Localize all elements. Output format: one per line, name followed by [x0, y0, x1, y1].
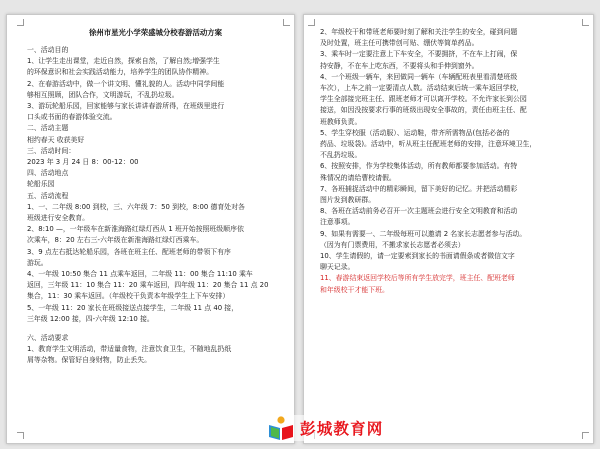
- corner-mark: [582, 19, 589, 26]
- text-line: 轮船乐园: [27, 180, 55, 189]
- text-line: 口头或书面的春游体验交流。: [27, 113, 117, 122]
- text-line: 三年级 12:00 接，四-六年级 12:10 接。: [27, 314, 154, 323]
- text-line: 7、各班捕捉活动中的精彩瞬间，留下美好的记忆。并把活动精彩: [320, 184, 518, 193]
- text-line: 注意事项。: [320, 218, 355, 227]
- corner-mark: [283, 19, 290, 26]
- text-line: 六、活动要求: [27, 334, 69, 343]
- text-line: 6、按照安排，作为学校集体活动，所有教师都要参加活动。有特: [320, 162, 518, 171]
- corner-mark: [308, 19, 315, 26]
- document-page-left: [6, 14, 295, 444]
- left-page-body: [27, 45, 284, 367]
- site-watermark: [264, 415, 387, 441]
- text-line: 学生全部接完班主任、跟班老师才可以离开学校。不允许家长到公园: [320, 95, 527, 104]
- corner-mark: [17, 19, 24, 26]
- book-logo-icon: [267, 415, 295, 441]
- text-line: 图片发到教研群。: [320, 196, 376, 205]
- text-line: 集合，11：30 乘车返回。（年级校干负责本年级学生上下车安排）: [27, 292, 230, 301]
- text-line: 2、年级校干和带班老师要时刻了解和关注学生的安全，碰到问题: [320, 28, 518, 36]
- text-line: 三、活动时间：: [27, 146, 76, 155]
- text-line: 3、乘车时一定要注意上下车安全，不要拥挤，不在车上打闹，保: [320, 50, 518, 59]
- document-page-right: [303, 14, 594, 444]
- text-line: 4、一个班级一辆车，来回做同一辆车（车辆配班表里看清楚班级: [320, 72, 518, 81]
- text-line: 游玩。: [27, 258, 48, 267]
- text-line: 殊情况的请给曹校请假。: [320, 173, 396, 182]
- text-line: 聊天记录。: [320, 263, 355, 272]
- text-line: 2、8:10 —，一年级车在新淮海路红绿灯西从 1 班开始按照班级顺序依: [27, 225, 244, 234]
- text-line: 车次），上车之前一定要清点人数。活动结束后统一乘车返回学校，: [320, 84, 524, 93]
- text-line: 够相互照顾，团队合作，文明游玩，不乱扔垃圾。: [27, 90, 179, 99]
- text-line: 的环保意识和社会实践活动能力，培养学生的团队协作精神。: [27, 68, 214, 77]
- text-line: 屑等杂物。保管好自身财物，防止丢失。: [27, 356, 152, 365]
- corner-mark: [582, 432, 589, 439]
- text-line: 不乱扔垃圾。: [320, 151, 362, 160]
- text-line: 班教师负责。: [320, 117, 362, 126]
- text-line: 药品、垃圾袋)。活动中，听从班主任配班老师的安排，注意环境卫生，: [320, 140, 537, 149]
- text-line: 及时处置，班主任可携带创可贴、绷伏等简单药品。: [320, 39, 479, 48]
- text-line: 次乘车，8：20 左右三-六年级在新淮海路红绿灯西乘车。: [27, 236, 204, 245]
- text-line: 1、让学生走出课堂，走近自然，探索自然，了解自然;增强学生: [27, 57, 220, 66]
- text-line: 班级进行安全教育。: [27, 214, 90, 223]
- text-line: 2023 年 3 月 24 日 8：00-12：00: [27, 158, 139, 167]
- text-line: 2、在春游活动中，做一个讲文明、懂礼貌的人。活动中同学间能: [27, 79, 225, 88]
- text-line: 11、春游结束返回学校后等所有学生放完学，班主任、配班老师: [320, 274, 515, 283]
- text-line: 一、活动目的: [27, 46, 69, 54]
- right-page-body: [320, 27, 583, 296]
- text-line: 8、各班在活动前务必召开一次主题班会进行安全文明教育和活动: [320, 207, 518, 216]
- text-line: 10、学生请假的，请一定要索到家长的书面请假条或者微信文字: [320, 252, 515, 261]
- text-line: 五、活动流程: [27, 191, 69, 200]
- text-line: 3、游玩轮船乐园，回家能够与家长讲讲春游所得，在班级里进行: [27, 102, 225, 111]
- text-line: 相约春天 收获美好: [27, 135, 85, 144]
- text-line: 5、一年级 11：20 家长在班级接送点接学生，二年级 11 点 40 接，: [27, 303, 239, 312]
- text-line: 1、一、二年级 8:00 到校，三、六年级 7：50 到校，8:00 德育处对各: [27, 202, 245, 211]
- paragraph-gap: [27, 325, 284, 333]
- text-line: 5、学生穿校服（活动服）、运动鞋，带齐所需物品(包括必备的: [320, 128, 510, 137]
- document-title: 徐州市星光小学荣盛城分校春游活动方案: [88, 28, 223, 37]
- text-line: 和年级校干才能下班。: [320, 285, 389, 294]
- corner-mark: [17, 432, 24, 439]
- watermark-text: 彭城教育网: [300, 420, 384, 438]
- text-line: 9、如果有需要一、二年级每班可以邀请 2 名家长志愿者参与活动。: [320, 229, 527, 238]
- text-line: 返回，三年级 11：10 集合 11：20 乘车返回，四年级 11：20 集合 11 点 20: [27, 281, 269, 290]
- text-line: 二、活动主题: [27, 124, 69, 133]
- text-line: 持安静，不在车上吃东西，不要将头和手伸到窗外。: [320, 61, 479, 70]
- text-line: 接送，如因没按要求行事的班级出现安全事故的，责任由班主任、配: [320, 106, 527, 115]
- text-line: （因为有门票费用，不搬求家长志愿者必须去）: [320, 240, 465, 249]
- text-line: 4、一年级 10:50 集合 11 点乘车返回，二年级 11：00 集合 11:10 乘车: [27, 270, 253, 279]
- text-line: 四、活动地点: [27, 169, 69, 178]
- text-line: 3、9 点左右抵达轮船乐园，各班在班主任、配班老师的带领下有序: [27, 247, 231, 256]
- text-line: 1、教育学生文明活动，带适量食物，注意饮食卫生，不随地乱扔纸: [27, 345, 232, 354]
